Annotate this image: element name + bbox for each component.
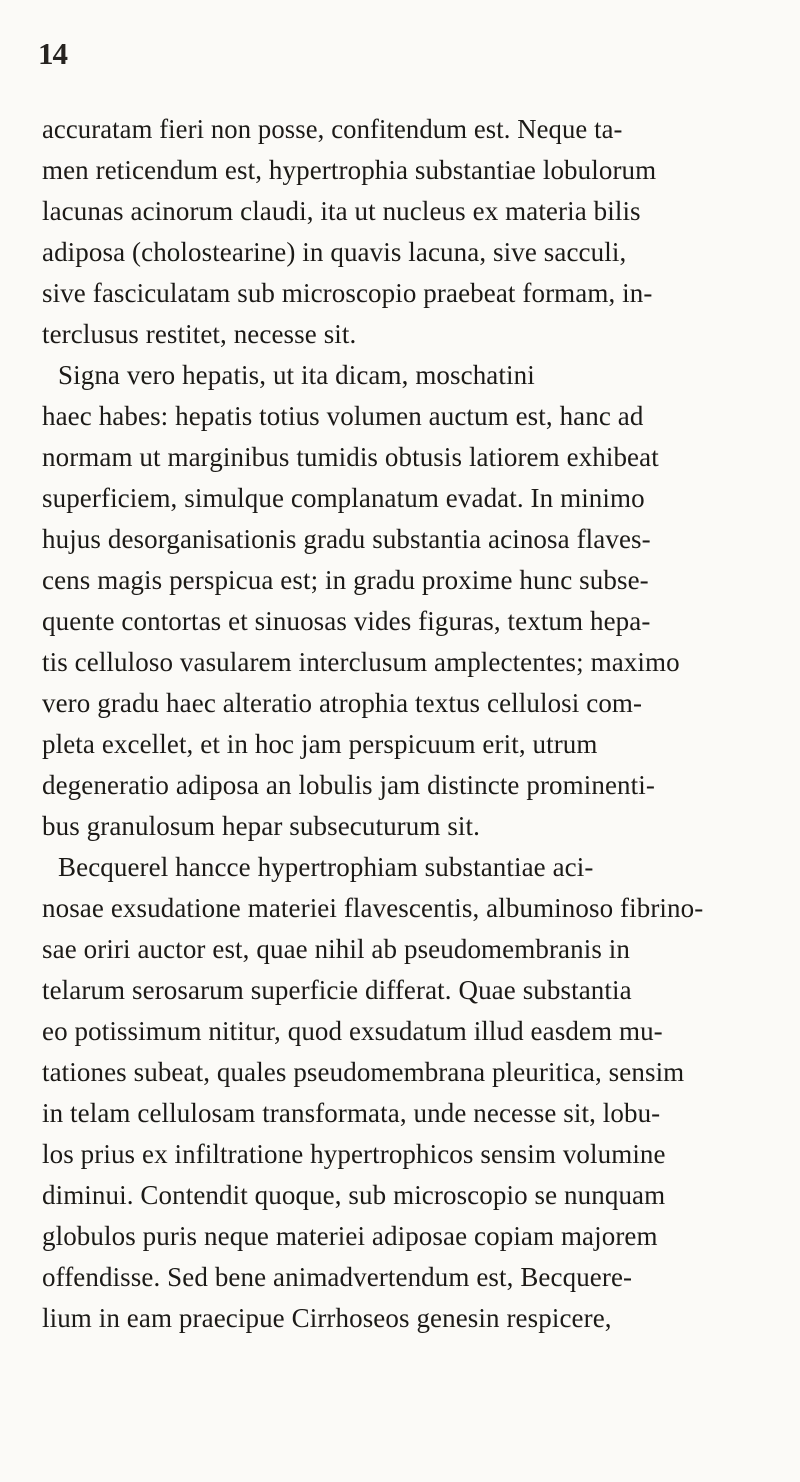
text-line: lacunas acinorum claudi, ita ut nucleus ex materia bilis xyxy=(42,196,641,226)
text-line: sae oriri auctor est, quae nihil ab pseudomembranis in xyxy=(42,934,630,964)
text-line: haec habes: hepatis totius volumen auctum est, hanc ad xyxy=(42,401,644,431)
text-line: eo potissimum nititur, quod exsudatum illud easdem mu- xyxy=(42,1016,663,1046)
text-line: accuratam fieri non posse, confitendum est. Neque ta- xyxy=(42,114,623,144)
text-line: tationes subeat, quales pseudomembrana pleuritica, sensim xyxy=(42,1057,685,1087)
text-line: telarum serosarum superficie differat. Quae substantia xyxy=(42,975,632,1005)
text-line: vero gradu haec alteratio atrophia textus cellulosi com- xyxy=(42,688,643,718)
text-line: tis celluloso vasularem interclusum amplectentes; maximo xyxy=(42,647,680,677)
text-line: quente contortas et sinuosas vides figuras, textum hepa- xyxy=(42,606,651,636)
text-line: pleta excellet, et in hoc jam perspicuum erit, utrum xyxy=(42,729,598,759)
text-line: in telam cellulosam transformata, unde necesse sit, lobu- xyxy=(42,1098,661,1128)
page-number: 14 xyxy=(38,36,67,71)
text-line: globulos puris neque materiei adiposae copiam majorem xyxy=(42,1221,658,1251)
text-line: adiposa (cholostearine) in quavis lacuna, sive sacculi, xyxy=(42,237,627,267)
text-line: Signa vero hepatis, ut ita dicam, moschatini xyxy=(58,360,535,390)
text-line: nosae exsudatione materiei flavescentis, albuminoso fibrino- xyxy=(42,893,704,923)
text-line: cens magis perspicua est; in gradu proxime hunc subse- xyxy=(42,565,649,595)
text-line: offendisse. Sed bene animadvertendum est, Becquere- xyxy=(42,1262,633,1292)
text-line: Becquerel hancce hypertrophiam substantiae aci- xyxy=(58,852,594,882)
text-line: terclusus restitet, necesse sit. xyxy=(42,319,357,349)
text-line: los prius ex infiltratione hypertrophicos sensim volumine xyxy=(42,1139,666,1169)
text-line: bus granulosum hepar subsecuturum sit. xyxy=(42,811,480,841)
text-line: lium in eam praecipue Cirrhoseos genesin respicere, xyxy=(42,1303,612,1333)
text-line: sive fasciculatam sub microscopio praebeat formam, in- xyxy=(42,278,653,308)
text-line: hujus desorganisationis gradu substantia acinosa flaves- xyxy=(42,524,651,554)
text-line: normam ut marginibus tumidis obtusis latiorem exhibeat xyxy=(42,442,659,472)
text-line: degeneratio adiposa an lobulis jam distincte prominenti- xyxy=(42,770,655,800)
text-line: superficiem, simulque complanatum evadat. In minimo xyxy=(42,483,645,513)
text-line: men reticendum est, hypertrophia substantiae lobulorum xyxy=(42,155,657,185)
text-line: diminui. Contendit quoque, sub microscopio se nunquam xyxy=(42,1180,666,1210)
